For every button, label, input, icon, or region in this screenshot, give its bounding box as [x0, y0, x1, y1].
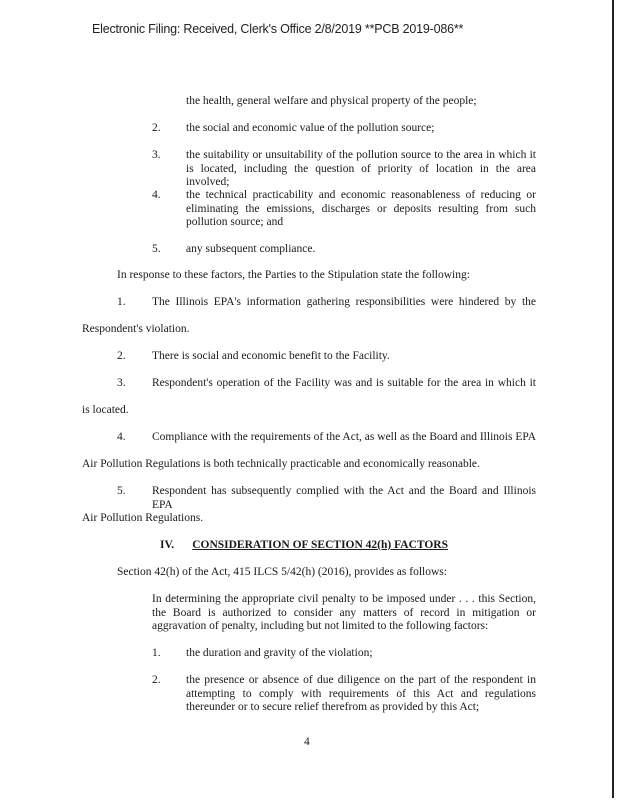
statute-factor-line: the presence or absence of due diligence on the part of the respondent in [186, 674, 536, 686]
factor-2-number: 2. [152, 122, 161, 134]
finding-3-line1 [152, 377, 536, 391]
finding-text: Compliance with the requirements of the Act, as well as the Board and Illinois EPA [152, 431, 536, 443]
finding-3-line2: is located. [82, 404, 129, 416]
section-intro: Section 42(h) of the Act, 415 ILCS 5/42(h) (2016), provides as follows: [117, 566, 447, 578]
statute-factor-2-number: 2. [152, 674, 161, 686]
finding-4-line1 [152, 431, 536, 445]
finding-5-number: 5. [117, 485, 126, 497]
page-number: 4 [304, 736, 310, 748]
finding-text: The Illinois EPA's information gathering responsibilities were hindered by the [152, 296, 536, 308]
quote-line: the Board is authorized to consider any matters of record in mitigation or [152, 606, 536, 619]
factor-4-line: eliminating the emissions, discharges or deposits resulting from such [186, 202, 536, 215]
factor-5-text: any subsequent compliance. [186, 243, 316, 255]
finding-2-number: 2. [117, 350, 126, 362]
statute-quote [152, 593, 536, 634]
factor-4-line: the technical practicability and economic reasonableness of reducing or [186, 189, 536, 201]
finding-text: Respondent has subsequently complied with the Act and the Board and Illinois EPA [152, 485, 536, 511]
finding-1-line2: Respondent's violation. [82, 323, 190, 335]
finding-5-line2: Air Pollution Regulations. [82, 512, 204, 524]
factor-4-number: 4. [152, 189, 161, 201]
finding-3-number: 3. [117, 377, 126, 389]
filing-stamp-header: Electronic Filing: Received, Clerk's Office 2/8/2019 **PCB 2019-086** [92, 22, 464, 36]
finding-text: Respondent's operation of the Facility was and is suitable for the area in which it [152, 377, 536, 389]
factor-5-number: 5. [152, 243, 161, 255]
factor-3-number: 3. [152, 149, 161, 161]
statute-factor-line: attempting to comply with requirements of this Act and regulations [186, 687, 536, 700]
response-intro: In response to these factors, the Parties to the Stipulation state the following: [117, 269, 470, 281]
finding-4-number: 4. [117, 431, 126, 443]
factor-3-line: the suitability or unsuitability of the pollution source to the area in which it [186, 149, 536, 161]
factor-2-text: the social and economic value of the pollution source; [186, 122, 435, 134]
finding-1-number: 1. [117, 296, 126, 308]
quote-line: In determining the appropriate civil penalty to be imposed under . . . this Section, [152, 593, 536, 605]
statute-factor-1-text: the duration and gravity of the violation; [186, 647, 373, 659]
finding-4-line2: Air Pollution Regulations is both technically practicable and economically reasonable. [82, 458, 480, 470]
factor-1-continuation: the health, general welfare and physical property of the people; [186, 95, 477, 107]
section-heading [160, 539, 448, 551]
finding-5-line1 [152, 485, 536, 512]
factor-4-line: pollution source; and [186, 216, 284, 228]
factor-3-text [186, 149, 536, 190]
section-number: IV. [160, 539, 175, 551]
factor-3-line: is located, including the question of priority of location in the area involved; [186, 162, 536, 188]
factor-4-text [186, 189, 536, 230]
statute-factor-1-number: 1. [152, 647, 161, 659]
section-title: CONSIDERATION OF SECTION 42(h) FACTORS [192, 539, 448, 551]
finding-2-line1: There is social and economic benefit to the Facility. [152, 350, 390, 362]
quote-line: aggravation of penalty, including but not limited to the following factors: [152, 620, 489, 632]
finding-1-line1 [152, 296, 536, 310]
statute-factor-2-text [186, 674, 536, 715]
statute-factor-line: thereunder or to secure relief therefrom as provided by this Act; [186, 701, 480, 713]
